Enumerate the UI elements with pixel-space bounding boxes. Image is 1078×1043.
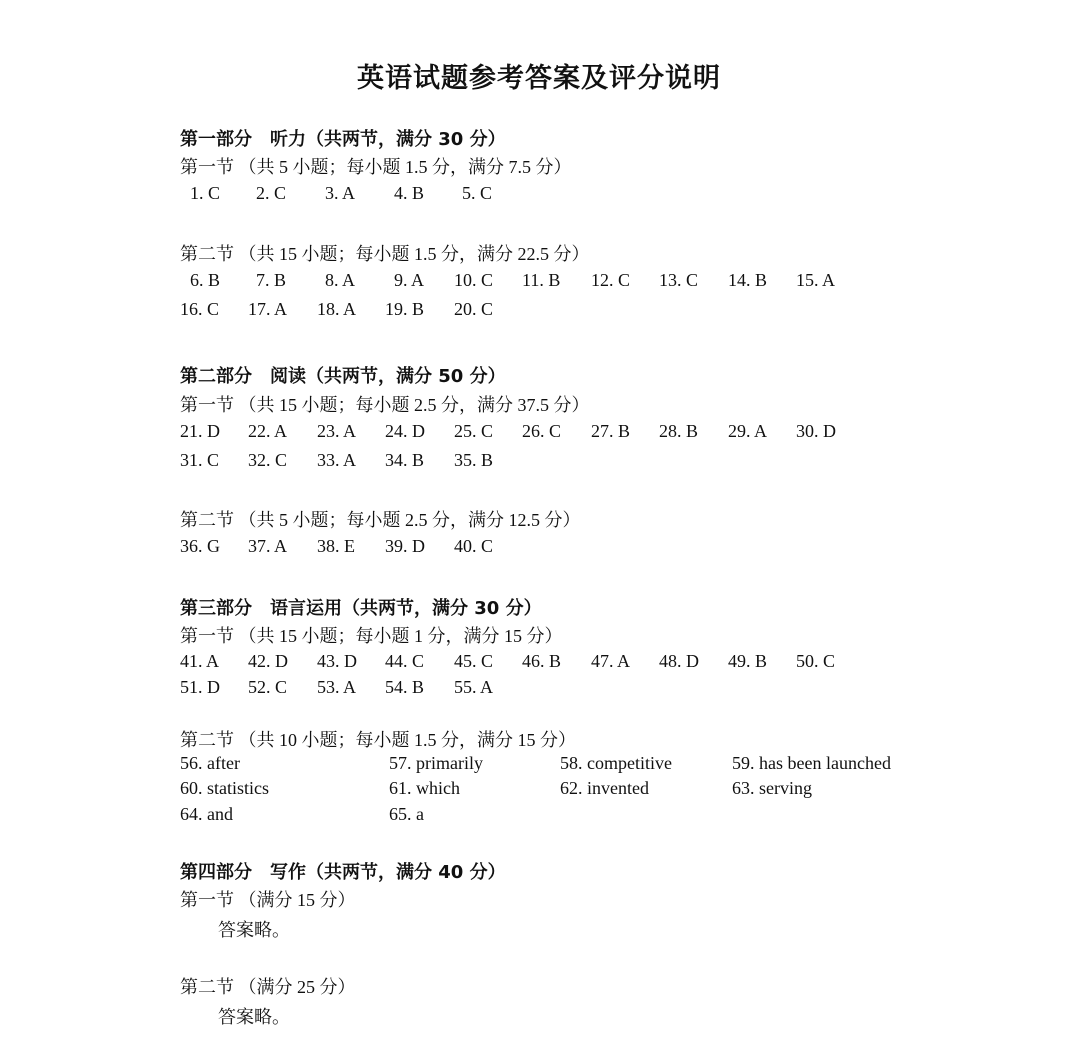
answer-item: 59. has been launched xyxy=(732,753,891,773)
answer-item: 32. C xyxy=(248,450,288,470)
answer-item: 12. C xyxy=(591,270,631,290)
answer-item: 55. A xyxy=(454,677,494,697)
answer-item: 43. D xyxy=(317,651,357,671)
part2-sec1-heading: 第一节 （共 15 小题；每小题 2.5 分，满分 37.5 分） xyxy=(180,395,590,415)
answer-item: 27. B xyxy=(591,421,631,441)
answer-item: 1. C xyxy=(190,183,221,203)
answer-item: 34. B xyxy=(385,450,425,470)
answer-item: 45. C xyxy=(454,651,494,671)
answer-item: 48. D xyxy=(659,651,699,671)
answer-item: 47. A xyxy=(591,651,631,671)
answer-item: 19. B xyxy=(385,299,425,319)
answer-item: 40. C xyxy=(454,536,494,556)
answer-item: 26. C xyxy=(522,421,562,441)
answer-item: 29. A xyxy=(728,421,768,441)
answer-item: 46. B xyxy=(522,651,562,671)
answer-item: 65. a xyxy=(389,804,424,824)
answer-item: 58. competitive xyxy=(560,753,672,773)
answer-item: 6. B xyxy=(190,270,221,290)
answer-item: 35. B xyxy=(454,450,494,470)
answer-item: 20. C xyxy=(454,299,494,319)
answer-item: 38. E xyxy=(317,536,355,556)
answer-item: 56. after xyxy=(180,753,240,773)
answer-item: 36. G xyxy=(180,536,220,556)
answer-item: 64. and xyxy=(180,804,233,824)
part4-sec1-heading: 第一节 （满分 15 分） xyxy=(180,890,356,910)
answer-item: 9. A xyxy=(394,270,425,290)
answer-item: 42. D xyxy=(248,651,288,671)
part4-sec1-note: 答案略。 xyxy=(218,920,290,940)
answer-item: 24. D xyxy=(385,421,425,441)
answer-item: 18. A xyxy=(317,299,357,319)
answer-item: 14. B xyxy=(728,270,768,290)
answer-item: 49. B xyxy=(728,651,768,671)
part2-heading: 第二部分 阅读（共两节，满分 50 分） xyxy=(180,366,506,387)
answer-item: 21. D xyxy=(180,421,220,441)
answer-item: 61. which xyxy=(389,778,460,798)
answer-item: 63. serving xyxy=(732,778,812,798)
answer-item: 53. A xyxy=(317,677,357,697)
answer-item: 30. D xyxy=(796,421,836,441)
answer-item: 13. C xyxy=(659,270,699,290)
answer-item: 4. B xyxy=(394,183,425,203)
answer-item: 39. D xyxy=(385,536,425,556)
answer-item: 17. A xyxy=(248,299,288,319)
part3-sec2-heading: 第二节 （共 10 小题；每小题 1.5 分，满分 15 分） xyxy=(180,730,576,750)
part4-heading: 第四部分 写作（共两节，满分 40 分） xyxy=(180,862,506,883)
answer-item: 16. C xyxy=(180,299,220,319)
answer-item: 22. A xyxy=(248,421,288,441)
answer-item: 15. A xyxy=(796,270,836,290)
answer-item: 37. A xyxy=(248,536,288,556)
answer-item: 41. A xyxy=(180,651,220,671)
answer-item: 25. C xyxy=(454,421,494,441)
answer-item: 3. A xyxy=(325,183,356,203)
answer-item: 8. A xyxy=(325,270,356,290)
answer-item: 2. C xyxy=(256,183,287,203)
answer-item: 62. invented xyxy=(560,778,649,798)
answer-item: 57. primarily xyxy=(389,753,483,773)
part1-sec1-heading: 第一节 （共 5 小题；每小题 1.5 分，满分 7.5 分） xyxy=(180,157,572,177)
part4-sec2-heading: 第二节 （满分 25 分） xyxy=(180,977,356,997)
answer-item: 11. B xyxy=(522,270,561,290)
answer-item: 5. C xyxy=(462,183,493,203)
page-title: 英语试题参考答案及评分说明 xyxy=(357,63,721,94)
answer-item: 7. B xyxy=(256,270,287,290)
answer-item: 31. C xyxy=(180,450,220,470)
answer-item: 60. statistics xyxy=(180,778,269,798)
part4-sec2-note: 答案略。 xyxy=(218,1007,290,1027)
part3-sec1-heading: 第一节 （共 15 小题；每小题 1 分，满分 15 分） xyxy=(180,626,563,646)
answer-item: 28. B xyxy=(659,421,699,441)
answer-item: 44. C xyxy=(385,651,425,671)
part1-sec2-heading: 第二节 （共 15 小题；每小题 1.5 分，满分 22.5 分） xyxy=(180,244,590,264)
part3-heading: 第三部分 语言运用（共两节，满分 30 分） xyxy=(180,598,542,619)
part2-sec2-heading: 第二节 （共 5 小题；每小题 2.5 分，满分 12.5 分） xyxy=(180,510,581,530)
answer-item: 50. C xyxy=(796,651,836,671)
answer-item: 52. C xyxy=(248,677,288,697)
answer-item: 10. C xyxy=(454,270,494,290)
answer-item: 23. A xyxy=(317,421,357,441)
answer-item: 51. D xyxy=(180,677,220,697)
answer-item: 33. A xyxy=(317,450,357,470)
answer-item: 54. B xyxy=(385,677,425,697)
part1-heading: 第一部分 听力（共两节，满分 30 分） xyxy=(180,129,506,150)
